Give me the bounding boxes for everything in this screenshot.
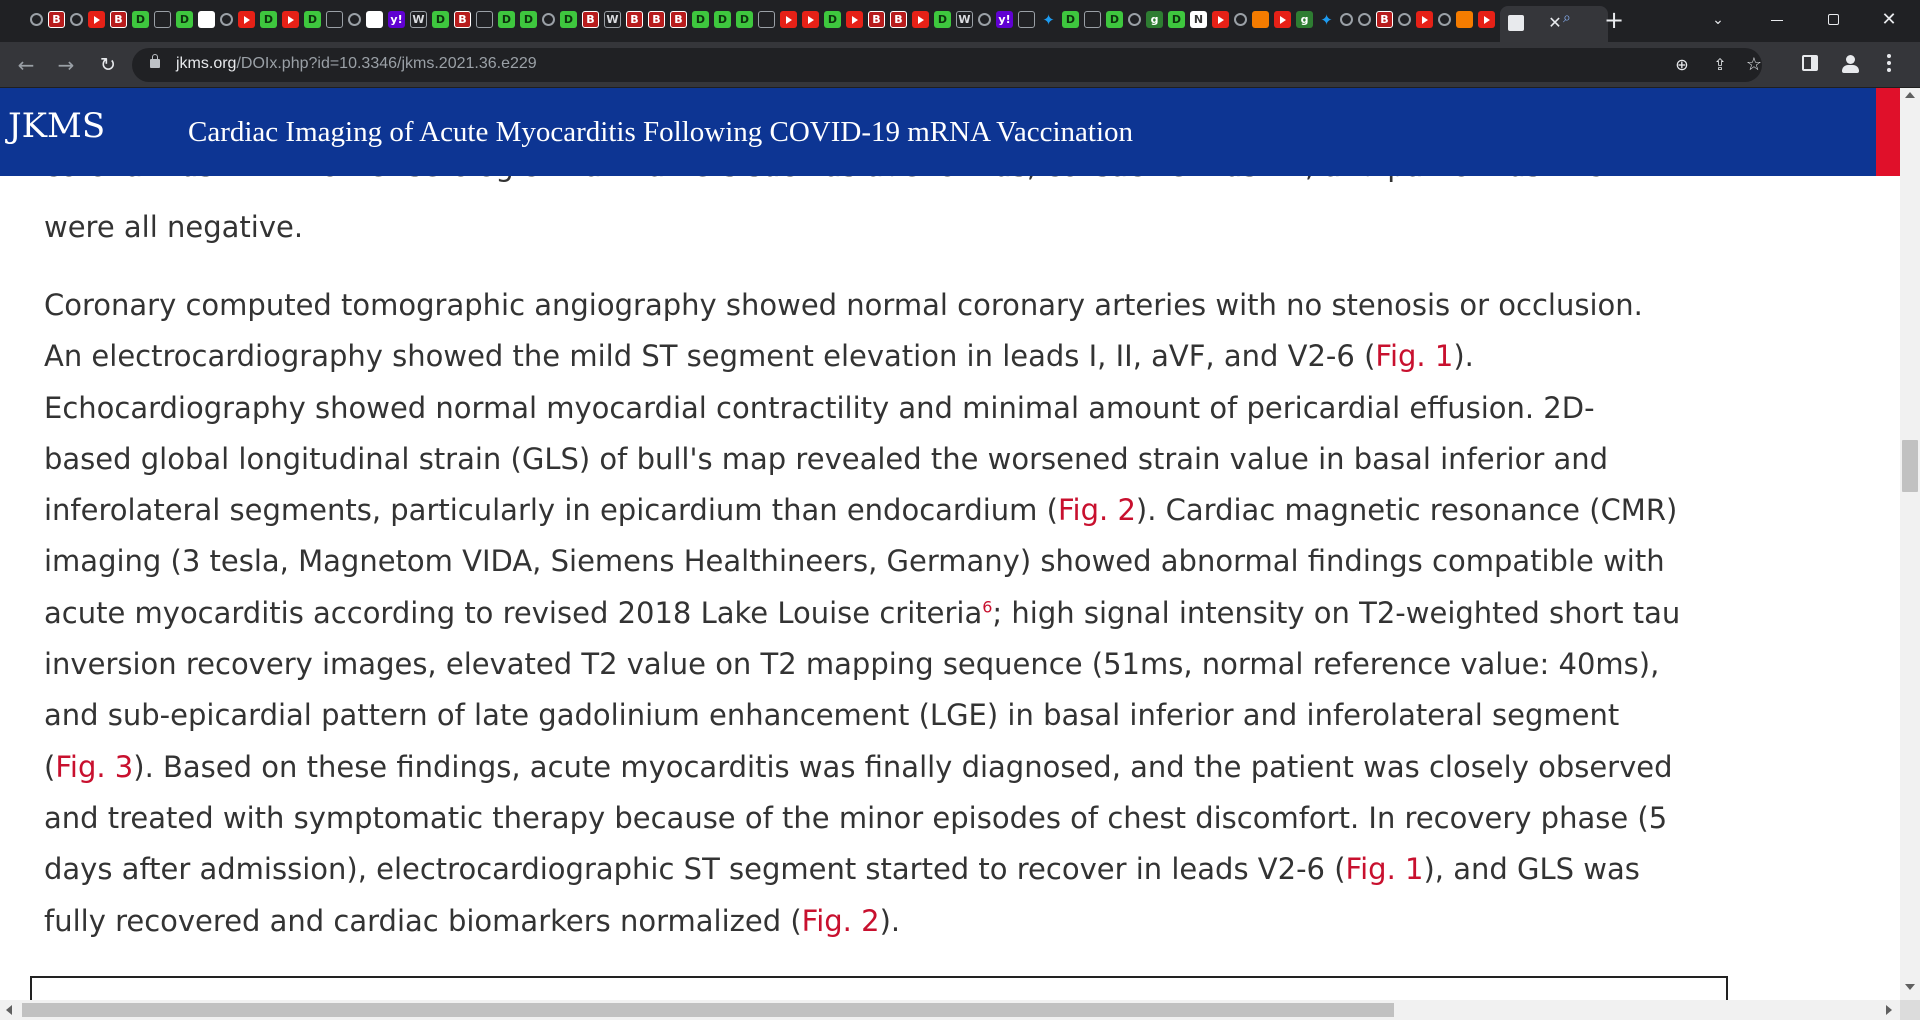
- fig-2-link[interactable]: Fig. 2: [801, 903, 880, 938]
- youtube-favicon-icon[interactable]: [1416, 11, 1433, 28]
- text-line: based global longitudinal strain (GLS) of bull's map revealed the worsened strain value in basal inferior and: [44, 441, 1609, 476]
- text-span: ; high signal intensity on T2-weighted short tau: [992, 595, 1681, 630]
- text-span: ).: [1453, 339, 1474, 374]
- text-line: Echocardiography showed normal myocardial contractility and minimal amount of pericardial effusion. 2D-: [44, 390, 1595, 425]
- youtube-favicon-icon[interactable]: [912, 11, 929, 28]
- search-favicon-icon[interactable]: [30, 13, 43, 26]
- green-favicon-icon[interactable]: g: [1146, 11, 1163, 28]
- fig-1-link[interactable]: Fig. 1: [1345, 852, 1424, 887]
- text-line: [44, 742, 1680, 793]
- d-favicon-icon[interactable]: D: [1106, 11, 1123, 28]
- journal-header: [0, 88, 1900, 176]
- journal-logo[interactable]: JKMS: [8, 106, 106, 146]
- text-line: and treated with symptomatic therapy because of the minor episodes of chest discomfort. In recovery phase (5: [44, 800, 1668, 835]
- text-line: inversion recovery images, elevated T2 value on T2 mapping sequence (51ms, normal reference value: 40ms),: [44, 647, 1660, 682]
- d-favicon-icon[interactable]: D: [176, 11, 193, 28]
- yahoo-favicon-icon[interactable]: y!: [388, 11, 405, 28]
- back-arrow-icon[interactable]: ←: [17, 53, 35, 77]
- b-favicon-icon[interactable]: B: [48, 11, 65, 28]
- youtube-favicon-icon[interactable]: [802, 11, 819, 28]
- page-favicon: [1508, 15, 1524, 31]
- d-favicon-icon[interactable]: D: [1168, 11, 1185, 28]
- scroll-up-arrow-icon[interactable]: [1905, 92, 1915, 98]
- youtube-favicon-icon[interactable]: [238, 11, 255, 28]
- bookmark-favicon-icon[interactable]: [154, 11, 171, 28]
- reference-6-link[interactable]: 6: [982, 597, 993, 617]
- d-favicon-icon[interactable]: D: [692, 11, 709, 28]
- paragraph: [44, 280, 1680, 947]
- browser-toolbar: [0, 42, 1920, 88]
- b-favicon-icon[interactable]: B: [648, 11, 665, 28]
- twitter-favicon-icon[interactable]: ✦: [1042, 11, 1055, 29]
- tab-search-icon[interactable]: ⌕: [1563, 10, 1571, 26]
- text-span: acute myocarditis according to revised 2018 Lake Louise criteria: [44, 595, 983, 630]
- text-line: [44, 485, 1680, 536]
- b-favicon-icon[interactable]: B: [670, 11, 687, 28]
- maximize-window-button[interactable]: [1810, 4, 1856, 36]
- b-favicon-icon[interactable]: B: [454, 11, 471, 28]
- d-favicon-icon[interactable]: D: [132, 11, 149, 28]
- text-span: ). Cardiac magnetic resonance (CMR): [1135, 493, 1678, 528]
- search-favicon-icon[interactable]: [1340, 13, 1353, 26]
- bookmark-favicon-icon[interactable]: [1084, 11, 1101, 28]
- text-line: and sub-epicardial pattern of late gadolinium enhancement (LGE) in basal inferior and inferolateral segment: [44, 698, 1620, 733]
- d-favicon-icon[interactable]: D: [260, 11, 277, 28]
- d-favicon-icon[interactable]: D: [560, 11, 577, 28]
- search-favicon-icon[interactable]: [348, 13, 361, 26]
- scroll-left-arrow-icon[interactable]: [6, 1005, 12, 1015]
- side-panel-icon[interactable]: [1802, 55, 1818, 71]
- twitter-favicon-icon[interactable]: ✦: [1320, 11, 1333, 29]
- figure-frame: [30, 976, 1728, 1000]
- vertical-scroll-thumb[interactable]: [1902, 440, 1918, 492]
- d-favicon-icon[interactable]: D: [714, 11, 731, 28]
- fig-2-link[interactable]: Fig. 2: [1057, 493, 1136, 528]
- minimize-window-button[interactable]: [1754, 4, 1800, 36]
- orange-favicon-icon[interactable]: [1252, 11, 1269, 28]
- header-accent-tab[interactable]: [1876, 88, 1900, 176]
- search-favicon-icon[interactable]: [220, 13, 233, 26]
- scrollbar-corner: [1900, 1000, 1920, 1020]
- close-window-button[interactable]: ✕: [1881, 9, 1897, 30]
- vertical-scrollbar[interactable]: [1900, 88, 1920, 1000]
- b-favicon-icon[interactable]: B: [626, 11, 643, 28]
- paragraph-text: were all negative.: [44, 210, 304, 244]
- b-favicon-icon[interactable]: B: [110, 11, 127, 28]
- search-favicon-icon[interactable]: [1358, 13, 1371, 26]
- lock-icon[interactable]: [150, 59, 160, 68]
- wiley-favicon-icon[interactable]: W: [410, 11, 427, 28]
- horizontal-scrollbar[interactable]: [0, 1000, 1900, 1020]
- image-favicon-icon[interactable]: [198, 11, 215, 28]
- wiley-favicon-icon[interactable]: W: [956, 11, 973, 28]
- fig-3-link[interactable]: Fig. 3: [55, 749, 134, 784]
- zoom-icon[interactable]: ⊕: [1675, 55, 1689, 74]
- bookmark-favicon-icon[interactable]: [476, 11, 493, 28]
- b-favicon-icon[interactable]: B: [582, 11, 599, 28]
- url-text[interactable]: [176, 55, 537, 73]
- search-favicon-icon[interactable]: [1438, 13, 1451, 26]
- search-favicon-icon[interactable]: [1128, 13, 1141, 26]
- scroll-down-arrow-icon[interactable]: [1905, 984, 1915, 990]
- scroll-right-arrow-icon[interactable]: [1886, 1005, 1892, 1015]
- news-favicon-icon[interactable]: N: [1190, 11, 1207, 28]
- red-favicon-icon[interactable]: [1478, 11, 1495, 28]
- url-path: /DOIx.php?id=10.3346/jkms.2021.36.e229: [236, 55, 537, 72]
- text-line: [44, 588, 1680, 639]
- text-line: [44, 896, 1680, 947]
- url-domain: jkms.org: [176, 55, 237, 72]
- yahoo-favicon-icon[interactable]: y!: [996, 11, 1013, 28]
- text-span: ). Based on these findings, acute myocarditis was finally diagnosed, and the patient was closely observed: [133, 749, 1673, 784]
- text-line: imaging (3 tesla, Magnetom VIDA, Siemens Healthineers, Germany) showed abnormal findings compatible with: [44, 544, 1665, 579]
- bookmark-favicon-icon[interactable]: [758, 11, 775, 28]
- search-favicon-icon[interactable]: [70, 13, 83, 26]
- paragraph: [44, 202, 303, 253]
- bookmark-star-icon[interactable]: ☆: [1745, 54, 1763, 75]
- youtube-favicon-icon[interactable]: [88, 11, 105, 28]
- text-line: [44, 844, 1680, 895]
- search-favicon-icon[interactable]: [1234, 13, 1247, 26]
- browser-menu-icon[interactable]: [1886, 54, 1892, 76]
- fig-1-link[interactable]: Fig. 1: [1375, 339, 1454, 374]
- bookmark-favicon-icon[interactable]: [1018, 11, 1035, 28]
- red-favicon-icon[interactable]: [1274, 11, 1291, 28]
- active-tab[interactable]: [1500, 6, 1608, 42]
- b-favicon-icon[interactable]: B: [868, 11, 885, 28]
- text-line: Coronary computed tomographic angiography showed normal coronary arteries with no stenosis or occlusion.: [44, 288, 1643, 322]
- text-span: (: [44, 749, 56, 784]
- text-span: ).: [879, 903, 901, 938]
- d-favicon-icon[interactable]: D: [498, 11, 515, 28]
- b-favicon-icon[interactable]: B: [1376, 11, 1393, 28]
- youtube-favicon-icon[interactable]: [846, 11, 863, 28]
- text-span: ), and GLS was: [1423, 852, 1640, 887]
- page-viewport: [0, 88, 1900, 1000]
- b-favicon-icon[interactable]: B: [890, 11, 907, 28]
- reload-icon[interactable]: ↻: [100, 54, 116, 76]
- tab-list-chevron-icon[interactable]: ⌄: [1712, 12, 1724, 28]
- youtube-favicon-icon[interactable]: [1212, 11, 1229, 28]
- profile-icon[interactable]: [1840, 53, 1862, 75]
- forward-arrow-icon[interactable]: →: [57, 53, 75, 77]
- search-favicon-icon[interactable]: [542, 13, 555, 26]
- orange-favicon-icon[interactable]: [1456, 11, 1473, 28]
- youtube-favicon-icon[interactable]: [780, 11, 797, 28]
- article-title: Cardiac Imaging of Acute Myocarditis Following COVID-19 mRNA Vaccination: [188, 116, 1134, 148]
- address-bar[interactable]: [132, 48, 1762, 82]
- globe-favicon-icon[interactable]: [366, 11, 383, 28]
- d-favicon-icon[interactable]: D: [824, 11, 841, 28]
- d-favicon-icon[interactable]: D: [736, 11, 753, 28]
- search-favicon-icon[interactable]: [1398, 13, 1411, 26]
- tab-close-icon[interactable]: ✕: [1548, 13, 1562, 32]
- d-favicon-icon[interactable]: D: [432, 11, 449, 28]
- bookmark-favicon-icon[interactable]: [326, 11, 343, 28]
- text-span: days after admission), electrocardiographic ST segment started to recover in leads V2-6 (: [44, 852, 1346, 887]
- text-line: [44, 331, 1680, 382]
- d-favicon-icon[interactable]: D: [304, 11, 321, 28]
- d-favicon-icon[interactable]: D: [520, 11, 537, 28]
- search-favicon-icon[interactable]: [978, 13, 991, 26]
- d-favicon-icon[interactable]: D: [1062, 11, 1079, 28]
- wiley-favicon-icon[interactable]: W: [604, 11, 621, 28]
- horizontal-scroll-thumb[interactable]: [22, 1003, 1394, 1017]
- tab-strip: [0, 0, 1920, 42]
- tab-favicon-row: [30, 11, 1550, 31]
- text-span: inferolateral segments, particularly in epicardium than endocardium (: [44, 493, 1058, 528]
- new-tab-button[interactable]: +: [1603, 6, 1625, 34]
- share-icon[interactable]: ⇪: [1713, 55, 1727, 74]
- green-favicon-icon[interactable]: g: [1296, 11, 1313, 28]
- youtube-favicon-icon[interactable]: [282, 11, 299, 28]
- d-favicon-icon[interactable]: D: [934, 11, 951, 28]
- text-span: An electrocardiography showed the mild ST segment elevation in leads I, II, aVF, and V2-6 (: [44, 339, 1376, 374]
- text-span: fully recovered and cardiac biomarkers normalized (: [44, 903, 802, 938]
